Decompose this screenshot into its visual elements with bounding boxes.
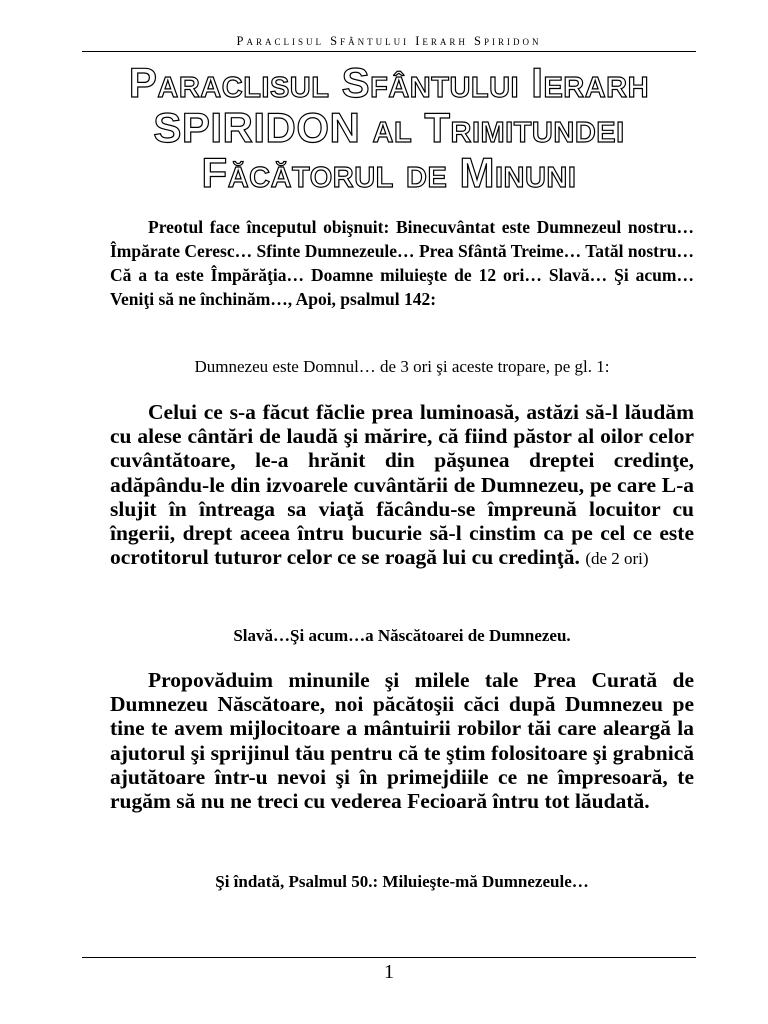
title-line-3: Făcătorul de Minuni <box>201 149 577 196</box>
intro-paragraph: Preotul face începutul obişnuit: Binecuvântat este Dumnezeul nostru… Împărate Ceresc… Sfinte Dumnezeule… Prea Sfântă Treime… Tatăl nostru… Că a ta este Împărăţia… Doamne miluieşte de 12 ori… Slavă… Şi acum… Veniţi să ne închinăm…, Apoi, psalmul 142: <box>110 217 694 309</box>
troparion-paragraph <box>110 400 694 571</box>
running-header: Paraclisul Sfântului Ierarh Spiridon <box>236 34 542 48</box>
rubric-note: Dumnezeu este Domnul… de 3 ori şi aceste tropare, pe gl. 1: <box>194 357 610 376</box>
repeat-note: (de 2 ori) <box>585 549 649 569</box>
psalm-rubric: Şi îndată, Psalmul 50.: Miluieşte-mă Dumnezeule… <box>215 872 589 891</box>
page-number: 1 <box>384 961 394 983</box>
header-rule <box>82 51 696 52</box>
title-line-2: SPIRIDON al Trimitundei <box>153 104 625 151</box>
troparion-text: Celui ce s-a făcut făclie prea luminoasă, astăzi să-l lăudăm cu alese cântări de laudă şi mărire, că fiind păstor al oilor celor cuvântătoare, le-a hrănit din păşunea dreptei credinţe, adăpându-le din izvoarele cuvântării de Dumnezeu, pe care L-a slujit în întreaga sa viaţă făcându-se împreună locuitor cu îngerii, drept aceea întru bucurie să-l cinstim ca pe cel ce este ocrotitorul tuturor celor ce se roagă lui cu credinţă. <box>110 400 694 570</box>
theotokion-paragraph: Propovăduim minunile şi milele tale Prea Curată de Dumnezeu Născătoare, noi păcătoşii căci după Dumnezeu pe tine te avem mijlocitoare a mântuirii robilor tăi care aleargă la ajutorul şi sprijinul tău pentru că te ştim folositoare şi grabnică ajutătoare într-u nevoi şi în primejdiile ce ne împresoară, te rugăm să nu ne treci cu vederea Fecioară întru tot lăudată. <box>110 668 694 814</box>
page-title <box>82 60 696 195</box>
title-line-1: Paraclisul Sfântului Ierarh <box>128 59 650 106</box>
footer-rule <box>82 957 696 958</box>
glory-rubric: Slavă…Şi acum…a Născătoarei de Dumnezeu. <box>233 626 571 645</box>
